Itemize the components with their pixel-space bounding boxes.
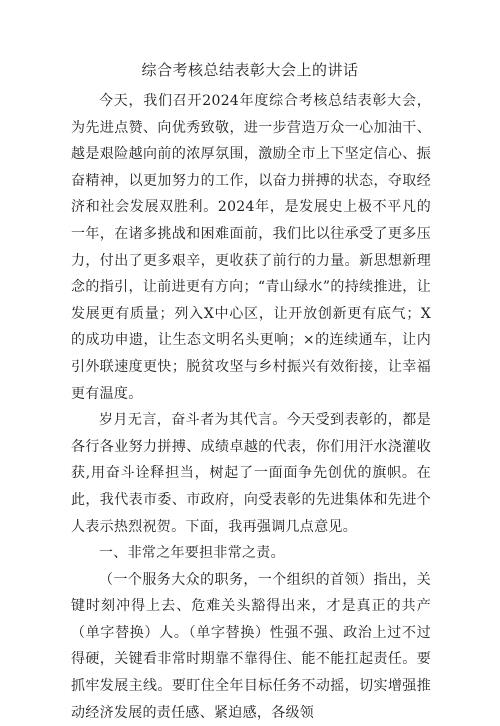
document-body bbox=[71, 88, 431, 726]
document-title: 综合考核总结表彰大会上的讲话 bbox=[141, 61, 359, 79]
paragraph-commendation: 岁月无言，奋斗者为其代言。今天受到表彰的，都是各行各业努力拼搏、成绩卓越的代表，你们用汗水浇灌收获,用奋斗诠释担当，树起了一面面争先创优的旗帜。在此，我代表市委、市政府，向受表彰的先进集体和先进个人表示热烈祝贺。下面，我再强调几点意见。 bbox=[71, 412, 431, 535]
paragraph-section-1: （一个服务大众的职务，一个组织的首领）指出，关键时刻冲得上去、危难关头豁得出来，才是真正的共产（单字替换）人。（单字替换）性强不强、政治上过不过得硬，关键看非常时期靠不靠得住、能不能扛起责任。要抓牢发展主线。要盯住全年目标任务不动摇，切实增强推动经济发展的责任感、紧迫感，各级领 bbox=[71, 571, 431, 721]
section-heading-1: 一、非常之年要担非常之责。 bbox=[99, 545, 285, 562]
paragraph-opening: 今天，我们召开2024年度综合考核总结表彰大会，为先进点赞、向优秀致敬，进一步营造万众一心加油干、越是艰险越向前的浓厚氛围，激励全市上下坚定信心、振奋精神，以更加努力的工作，以奋力拼搏的状态，夺取经济和社会发展双胜利。2024年，是发展史上极不平凡的一年，在诸多挑战和困难面前，我们比以往承受了更多压力，付出了更多艰辛，更收获了前行的力量。新思想新理念的指引，让前进更有方向；“青山绿水”的持续推进，让发展更有质量；列入X中心区，让开放创新更有底气；X的成功申遗，让生态文明名头更响；×的连续通车，让内引外联速度更快；脱贫攻坚与乡村振兴有效衔接，让幸福更有温度。 bbox=[71, 93, 431, 402]
